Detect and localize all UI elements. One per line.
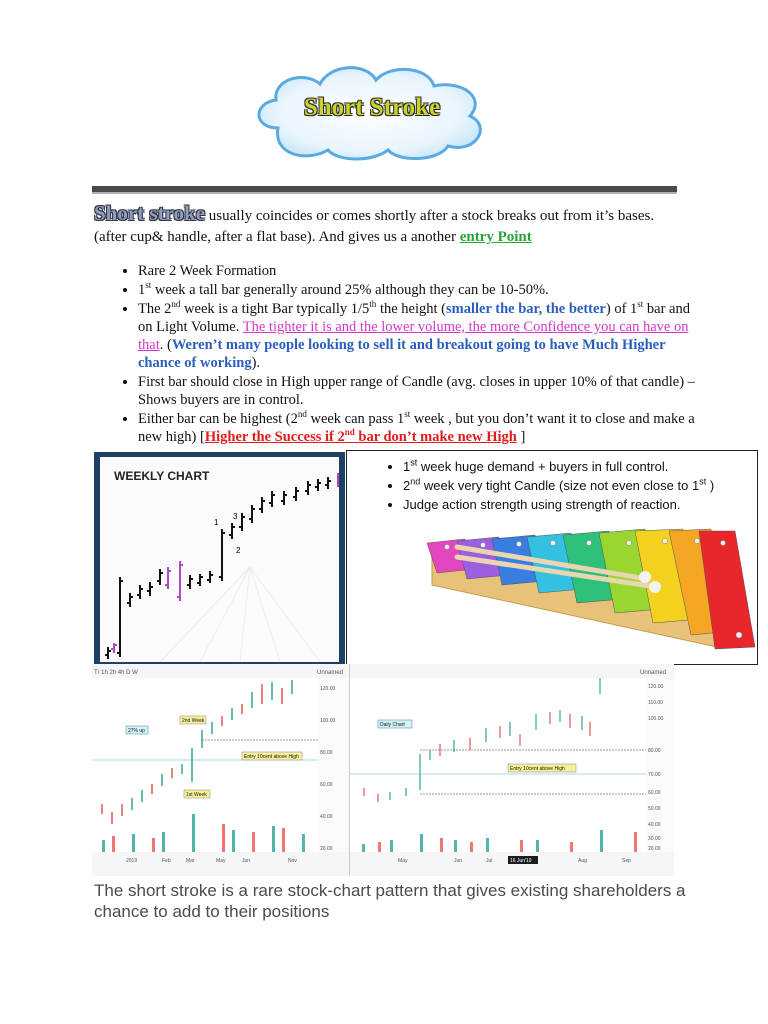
tv-left-y1: 120.00: [320, 686, 336, 692]
note-text: 1: [403, 459, 411, 474]
tv-right-x-sep: Sep: [622, 858, 631, 864]
tradingview-chart-left: [92, 664, 350, 876]
list-item: [138, 410, 708, 446]
superscript: st: [145, 280, 152, 291]
bullet-text: . (: [159, 337, 172, 353]
pattern-bullets: [114, 262, 708, 447]
tv-left-chart-icon: [92, 664, 349, 876]
tv-right-y6: 60.00: [648, 790, 661, 796]
bullet-text: Either bar can be highest (2: [138, 411, 298, 427]
tv-right-x-may: May: [398, 858, 408, 864]
tv-left-y5: 40.00: [320, 814, 333, 820]
highlight-pink: The tighter it is and the lower volume, the more Confidence you can have on that: [138, 319, 689, 353]
divider: [92, 186, 677, 194]
entry-point-link: entry Point: [459, 229, 532, 245]
bullet-text: the height (: [376, 301, 446, 317]
tv-right-y10: 20.00: [648, 846, 661, 852]
highlight-blue: smaller the bar, the better: [445, 301, 606, 317]
bullet-text: bar don’t make new High: [354, 429, 517, 445]
tv-left-label-1st: 1st Week: [186, 792, 207, 798]
tv-right-x-aug: Aug: [578, 858, 587, 864]
tv-left-y6: 20.00: [320, 846, 333, 852]
tv-left-x-feb: Feb: [162, 858, 171, 864]
intro-text: usually coincides or comes shortly after a stock breaks out from it’s bases. (after cup& handle, after a flat base). And gives us a another: [94, 208, 655, 245]
xylophone-icon: [347, 517, 757, 667]
tv-right-y2: 110.00: [648, 700, 663, 706]
tv-right-label-entry: Entry 10cent above High: [510, 766, 565, 772]
list-item: [403, 495, 757, 514]
bullet-text: week , but you don’t want it to close and make a new high) [: [138, 411, 695, 445]
tv-right-label-daily: Daily Chart: [380, 722, 405, 728]
tv-right-x-date: 16 Jun'19: [510, 858, 532, 864]
intro-lead: Short stroke: [94, 201, 206, 225]
tv-left-x-may: May: [216, 858, 226, 864]
tv-left-x-mar: Mar: [186, 858, 195, 864]
bullet-text: Rare 2 Week Formation: [138, 263, 277, 279]
tv-right-y4: 80.00: [648, 748, 661, 754]
note-text: week very tight Candle (size not even close to 1: [420, 478, 700, 493]
superscript: nd: [297, 409, 307, 420]
bullet-text: First bar should close in High upper range of Candle (avg. closes in upper 10% of that candle) – Shows buyers are in control.: [138, 374, 695, 408]
tv-right-y8: 40.00: [648, 822, 661, 828]
superscript: nd: [410, 476, 421, 487]
tv-right-chart-icon: [350, 664, 674, 876]
tv-right-y7: 50.00: [648, 806, 661, 812]
list-item: [138, 300, 708, 372]
bullet-text: The 2: [138, 301, 172, 317]
bullet-text: Higher the Success if 2: [204, 429, 345, 445]
list-item: [403, 476, 757, 495]
weekly-chart-panel: [100, 457, 339, 662]
superscript: st: [404, 409, 411, 420]
superscript: nd: [344, 427, 355, 438]
superscript: nd: [171, 299, 181, 310]
list-item: [138, 281, 708, 299]
notes-list: [347, 457, 757, 514]
bullet-text: week is a tight Bar typically 1/5: [180, 301, 370, 317]
tv-right-y5: 70.00: [648, 772, 661, 778]
tv-left-x-nov: Nov: [288, 858, 297, 864]
notes-box: [346, 450, 758, 665]
superscript: st: [699, 476, 707, 487]
page-title: Short Stroke: [303, 94, 441, 121]
tv-left-y2: 100.00: [320, 718, 336, 724]
tv-left-y4: 60.00: [320, 782, 333, 788]
highlight-blue: Weren’t many people looking to sell it and breakout going to have Much Higher chance of working: [138, 337, 666, 371]
bullet-text: ).: [251, 355, 261, 371]
tv-right-x-jun: Jun: [454, 858, 463, 864]
caption: The short stroke is a rare stock-chart pattern that gives existing shareholders a chance to add to their positions: [94, 881, 686, 921]
bullet-text: week a tall bar generally around 25% although they can be 10-50%.: [151, 282, 549, 298]
weekly-label-2: 2: [236, 546, 241, 555]
bullet-text: 1: [138, 282, 146, 298]
tradingview-chart-right: [350, 664, 674, 876]
bullet-text: ]: [516, 429, 526, 445]
superscript: st: [637, 299, 644, 310]
weekly-bars-icon: [100, 457, 339, 662]
weekly-label-1: 1: [214, 518, 219, 527]
intro-paragraph: [94, 203, 674, 248]
superscript: th: [369, 299, 377, 310]
weekly-chart-image: [94, 452, 345, 664]
tv-right-x-jul: Jul: [486, 858, 493, 864]
note-text: Judge action strength using strength of reaction.: [403, 497, 681, 512]
list-item: [403, 457, 757, 476]
tv-left-x-2019: 2019: [126, 858, 138, 864]
note-text: ): [706, 478, 715, 493]
tv-right-y1: 120.00: [648, 684, 664, 690]
bullet-text: ) of 1: [605, 301, 638, 317]
weekly-label-3: 3: [233, 512, 238, 521]
tv-left-label-27: 27% up: [128, 728, 145, 734]
list-item: [138, 262, 708, 280]
list-item: [138, 373, 708, 409]
tv-left-x-jun: Jun: [242, 858, 251, 864]
tv-right-y9: 30.00: [648, 836, 661, 842]
highlight-red: [205, 429, 517, 445]
bullet-text: bar and on Light Volume.: [138, 301, 690, 335]
note-text: week huge demand + buyers in full control.: [417, 459, 669, 474]
bullet-text: week can pass 1: [306, 411, 405, 427]
tv-right-y3: 100.00: [648, 716, 664, 722]
tv-left-toolbar: Tr 1h 2h 4h D W: [94, 670, 138, 676]
tv-left-y3: 80.00: [320, 750, 333, 756]
weekly-chart-title: WEEKLY CHART: [114, 469, 210, 483]
tv-left-label-2nd: 2nd Week: [182, 718, 205, 724]
note-text: 2: [403, 478, 411, 493]
tv-left-unnamed: Unnamed: [317, 670, 344, 676]
tv-left-label-entry: Entry 10cent above High: [244, 754, 299, 760]
superscript: st: [410, 457, 418, 468]
tv-right-unnamed: Unnamed: [640, 670, 667, 676]
